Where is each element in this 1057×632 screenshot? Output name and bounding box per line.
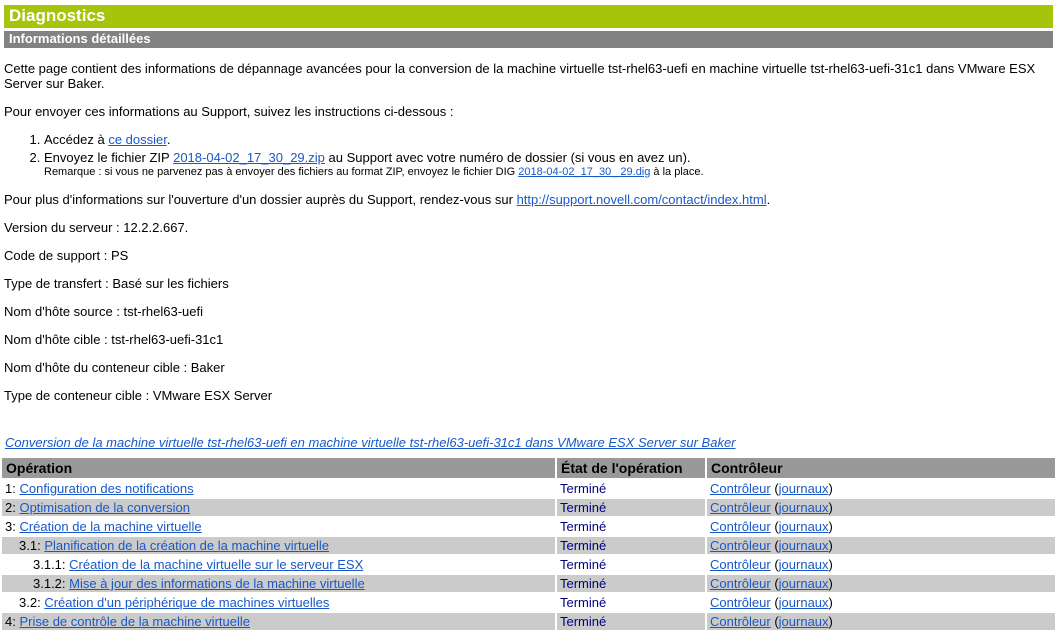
col-header-operation: Opération [2, 458, 555, 478]
step2-text-pre: Envoyez le fichier ZIP [44, 150, 174, 165]
operation-cell [2, 518, 555, 535]
controller-cell [707, 518, 1055, 535]
controller-link[interactable]: Contrôleur [710, 576, 771, 591]
job-link[interactable]: Conversion de la machine virtuelle tst-rhel63-uefi en machine virtuelle tst-rhel63-uefi-31c1 dans VMware ESX Server sur Baker [5, 435, 736, 450]
table-header-row [2, 458, 1055, 478]
operation-link[interactable]: Configuration des notifications [19, 481, 194, 496]
paren-open: ( [770, 519, 779, 534]
table-row [2, 613, 1055, 630]
logs-link[interactable]: journaux [778, 519, 829, 534]
controller-link[interactable]: Contrôleur [710, 481, 771, 496]
logs-link[interactable]: journaux [778, 481, 829, 496]
paren-close: ) [828, 538, 833, 553]
paren-open: ( [770, 538, 779, 553]
operation-number: 3.1.1: [33, 557, 66, 572]
table-row [2, 499, 1055, 516]
operation-cell [2, 537, 555, 554]
zip-file-link[interactable]: 2018-04-02_17_30_29.zip [173, 150, 325, 165]
folder-link[interactable]: ce dossier [108, 132, 167, 147]
table-row [2, 575, 1055, 592]
table-row [2, 518, 1055, 535]
operation-status: Terminé [560, 595, 607, 610]
controller-cell [707, 575, 1055, 592]
paren-close: ) [828, 500, 833, 515]
operation-cell [2, 575, 555, 592]
controller-link[interactable]: Contrôleur [710, 614, 771, 629]
operation-link[interactable]: Optimisation de la conversion [19, 500, 190, 515]
operation-link[interactable]: Création de la machine virtuelle sur le serveur ESX [69, 557, 364, 572]
controller-link[interactable]: Contrôleur [710, 538, 771, 553]
send-instructions-lead: Pour envoyer ces informations au Support, suivez les instructions ci-dessous : [4, 104, 454, 119]
controller-cell [707, 499, 1055, 516]
paren-open: ( [770, 500, 779, 515]
operation-status: Terminé [560, 481, 607, 496]
operation-link[interactable]: Création de la machine virtuelle [19, 519, 202, 534]
controller-link[interactable]: Contrôleur [710, 595, 771, 610]
operations-table-body [2, 480, 1055, 630]
logs-link[interactable]: journaux [778, 614, 829, 629]
paren-open: ( [770, 614, 779, 629]
instruction-step-2 [44, 150, 1053, 179]
operation-status: Terminé [557, 575, 705, 592]
operation-status: Terminé [560, 557, 607, 572]
note-text-post: à la place. [650, 166, 704, 178]
transfer-type-line: Type de transfert : Basé sur les fichiers [4, 276, 229, 291]
logs-link[interactable]: journaux [778, 557, 829, 572]
controller-link[interactable]: Contrôleur [710, 500, 771, 515]
table-row [2, 556, 1055, 573]
operation-status: Terminé [560, 519, 607, 534]
controller-cell [707, 480, 1055, 497]
support-text-post: . [766, 192, 771, 207]
paren-open: ( [770, 595, 779, 610]
operations-table [0, 456, 1057, 632]
paren-close: ) [828, 576, 833, 591]
operation-number: 3.1.2: [33, 576, 66, 591]
logs-link[interactable]: journaux [778, 500, 829, 515]
logs-link[interactable]: journaux [778, 538, 829, 553]
operation-status: Terminé [557, 613, 705, 630]
operation-link[interactable]: Mise à jour des informations de la machine virtuelle [69, 576, 365, 591]
operation-cell [2, 480, 555, 497]
instruction-list [4, 132, 1053, 179]
source-host-line: Nom d'hôte source : tst-rhel63-uefi [4, 304, 204, 319]
step1-text-post: . [166, 132, 171, 147]
content-area [4, 5, 1053, 450]
table-row [2, 594, 1055, 611]
operation-number: 3.1: [19, 538, 41, 553]
paren-open: ( [770, 557, 779, 572]
controller-link[interactable]: Contrôleur [710, 519, 771, 534]
support-url-link[interactable]: http://support.novell.com/contact/index.html [516, 192, 767, 207]
operation-cell [2, 499, 555, 516]
operation-cell [2, 613, 555, 630]
paren-close: ) [828, 519, 833, 534]
operation-link[interactable]: Création d'un périphérique de machines virtuelles [44, 595, 330, 610]
table-row [2, 537, 1055, 554]
instruction-step-1 [44, 132, 1053, 148]
target-container-host-line: Nom d'hôte du conteneur cible : Baker [4, 360, 225, 375]
col-header-controller: Contrôleur [707, 458, 1055, 478]
operation-status: Terminé [557, 537, 705, 554]
controller-cell [707, 594, 1055, 611]
paren-close: ) [828, 481, 833, 496]
operation-status: Terminé [557, 499, 705, 516]
table-row [2, 480, 1055, 497]
page-title: Diagnostics [4, 5, 1053, 28]
intro-text: Cette page contient des informations de dépannage avancées pour la conversion de la machine virtuelle tst-rhel63-uefi en machine virtuelle tst-rhel63-uefi-31c1 dans VMware ESX Server sur Baker. [4, 61, 1036, 91]
paren-close: ) [828, 595, 833, 610]
logs-link[interactable]: journaux [778, 595, 829, 610]
target-container-type-line: Type de conteneur cible : VMware ESX Server [4, 388, 273, 403]
note-text-pre: Remarque : si vous ne parvenez pas à envoyer des fichiers au format ZIP, envoyez le fichier DIG [44, 166, 519, 178]
diagnostics-page [0, 5, 1057, 629]
support-code-line: Code de support : PS [4, 248, 129, 263]
step1-text-pre: Accédez à [44, 132, 109, 147]
operation-link[interactable]: Planification de la création de la machine virtuelle [44, 538, 330, 553]
operation-cell [2, 556, 555, 573]
paren-open: ( [770, 481, 779, 496]
paren-close: ) [828, 557, 833, 572]
dig-file-link[interactable]: 2018-04-02_17_30_ 29.dig [518, 166, 651, 178]
operation-number: 3: [5, 519, 16, 534]
operation-link[interactable]: Prise de contrôle de la machine virtuelle [19, 614, 250, 629]
operation-number: 3.2: [19, 595, 41, 610]
operation-number: 4: [5, 614, 16, 629]
support-text-pre: Pour plus d'informations sur l'ouverture d'un dossier auprès du Support, rendez-vous sur [4, 192, 517, 207]
controller-cell [707, 556, 1055, 573]
zip-note [44, 166, 1053, 179]
support-contact-line [4, 192, 1053, 207]
target-host-line: Nom d'hôte cible : tst-rhel63-uefi-31c1 [4, 332, 224, 347]
logs-link[interactable]: journaux [778, 576, 829, 591]
paren-close: ) [828, 614, 833, 629]
operation-number: 2: [5, 500, 16, 515]
controller-cell [707, 537, 1055, 554]
controller-link[interactable]: Contrôleur [710, 557, 771, 572]
job-link-line [5, 435, 1053, 450]
operation-cell [2, 594, 555, 611]
step2-text-post: au Support avec votre numéro de dossier (si vous en avez un). [324, 150, 691, 165]
server-version-line: Version du serveur : 12.2.2.667. [4, 220, 189, 235]
operation-number: 1: [5, 481, 16, 496]
section-header: Informations détaillées [4, 31, 1053, 48]
paren-open: ( [770, 576, 779, 591]
controller-cell [707, 613, 1055, 630]
col-header-status: État de l'opération [557, 458, 705, 478]
